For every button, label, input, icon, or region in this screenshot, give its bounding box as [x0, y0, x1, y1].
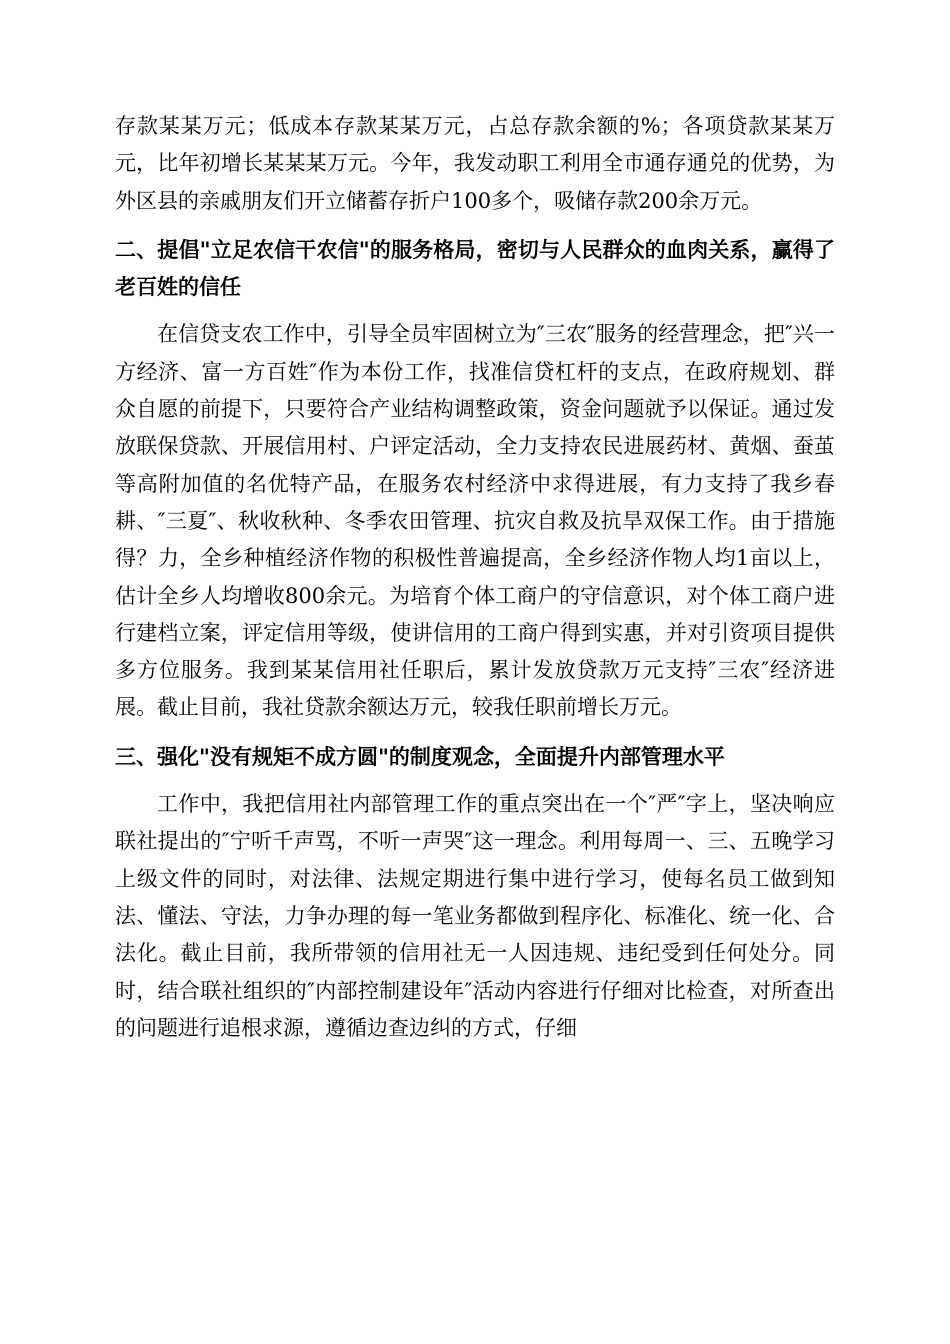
paragraph-credit-support: 在信贷支农工作中，引导全员牢固树立为″三农″服务的经营理念，把″兴一方经济、富一方百姓″作为本份工作，找准信贷杠杆的支点，在政府规划、群众自愿的前提下，只要符合产业结构调整政策，资金问题就予以保证。通过发放联保贷款、开展信用村、户评定活动，全力支持农民进展药材、黄烟、蚕茧等高附加值的名优特产品，在服务农村经济中求得进展，有力支持了我乡春耕、″三夏″、秋收秋种、冬季农田管理、抗灾自救及抗旱双保工作。由于措施得？力，全乡种植经济作物的积极性普遍提高，全乡经济作物人均1亩以上，估计全乡人均增收800余元。为培育个体工商户的守信意识，对个体工商户进行建档立案，评定信用等级，使讲信用的工商户得到实惠，并对引资项目提供多方位服务。我到某某信用社任职后，累计发放贷款万元支持″三农″经济进展。截止目前，我社贷款余额达万元，较我任职前增长万元。 [115, 322, 835, 720]
section-heading-3: 三、强化"没有规矩不成方圆"的制度观念，全面提升内部管理水平 [115, 744, 725, 769]
document-page [115, 108, 835, 1047]
paragraph-internal-management: 工作中，我把信用社内部管理工作的重点突出在一个″严″字上，坚决响应联社提出的″宁听千声骂，不听一声哭″这一理念。利用每周一、三、五晚学习上级文件的同时，对法律、法规定期进行集中进行学习，使每名员工做到知法、懂法、守法，力争办理的每一笔业务都做到程序化、标准化、统一化、合法化。截止目前，我所带领的信用社无一人因违规、违纪受到任何处分。同时，结合联社组织的″内部控制建设年″活动内容进行仔细对比检查，对所查出的问题进行追根求源，遵循边查边纠的方式，仔细 [115, 792, 835, 1040]
section-heading-2: 二、提倡"立足农信干农信"的服务格局，密切与人民群众的血肉关系，赢得了老百姓的信任 [115, 237, 835, 300]
paragraph-deposits: 存款某某万元；低成本存款某某万元，占总存款余额的%；各项贷款某某万元，比年初增长某某某万元。今年，我发动职工利用全市通存通兑的优势，为外区县的亲戚朋友们开立储蓄存折户100多个，吸储存款200余万元。 [115, 114, 835, 213]
